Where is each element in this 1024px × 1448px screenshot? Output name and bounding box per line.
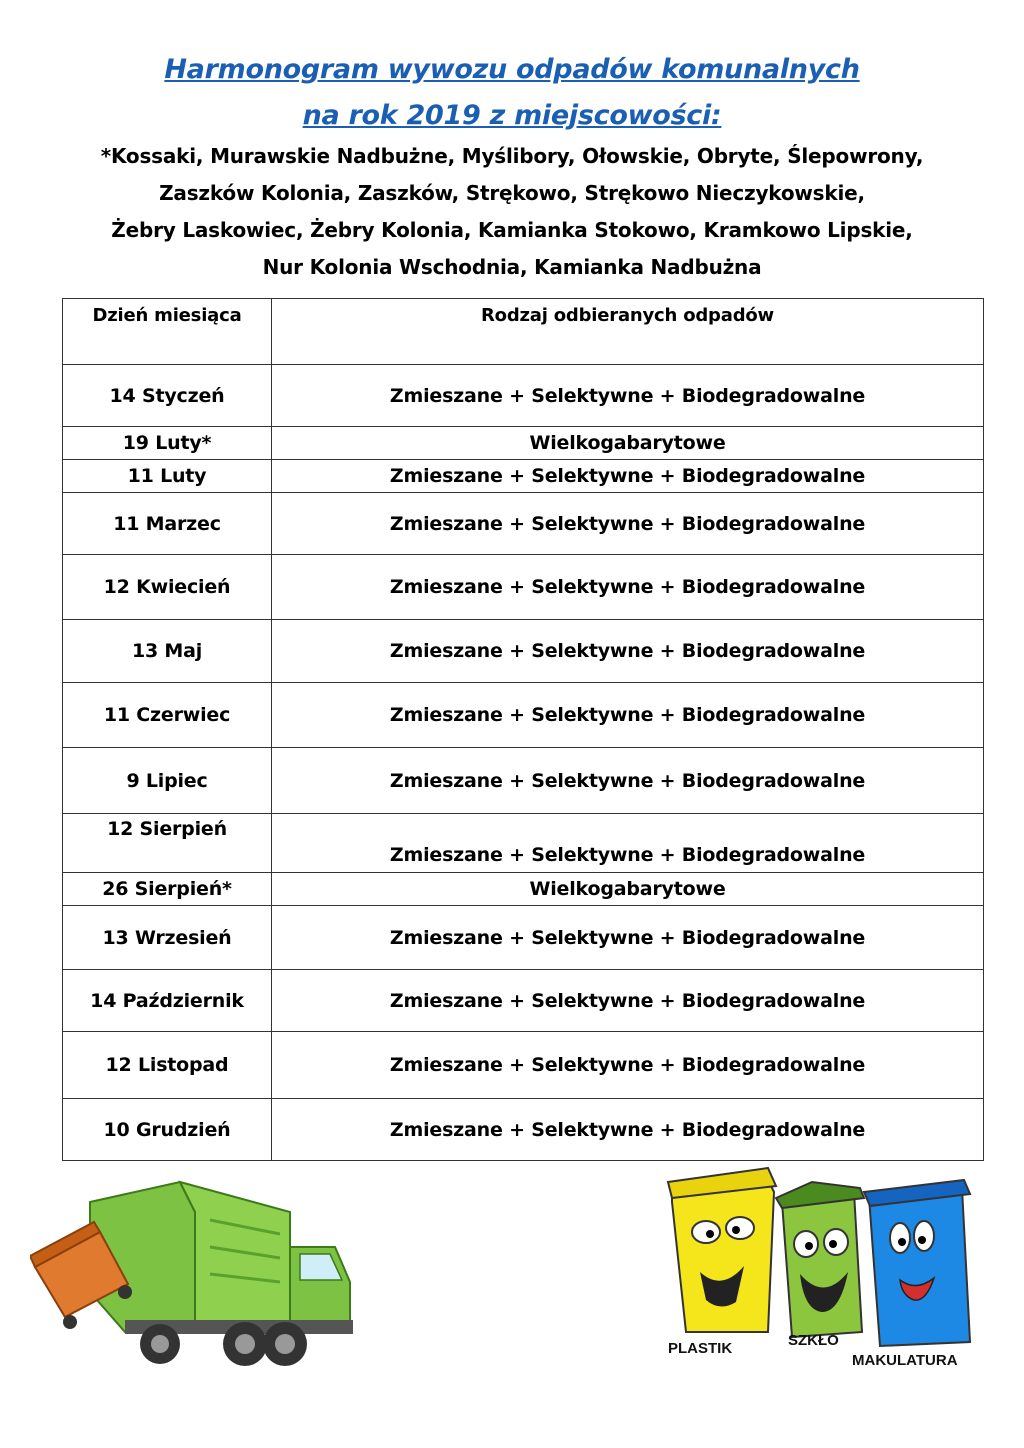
row-day: 11 Luty	[63, 460, 272, 493]
row-day: 10 Grudzień	[63, 1099, 272, 1161]
places-line-4: Nur Kolonia Wschodnia, Kamianka Nadbużna	[262, 255, 762, 279]
table-row	[63, 814, 984, 873]
row-day: 13 Maj	[63, 620, 272, 683]
row-day: 9 Lipiec	[63, 748, 272, 814]
row-day: 14 Październik	[63, 970, 272, 1032]
plastic-label: PLASTIK	[668, 1340, 733, 1357]
row-type: Zmieszane + Selektywne + Biodegradowalne	[272, 906, 984, 970]
title-line-1: Harmonogram wywozu odpadów komunalnych	[164, 54, 860, 85]
schedule-table	[62, 298, 984, 1161]
row-type: Zmieszane + Selektywne + Biodegradowalne	[272, 493, 984, 555]
table-header-row	[63, 299, 984, 365]
table-row	[63, 748, 984, 814]
row-day: 12 Sierpień	[63, 814, 272, 873]
row-type: Zmieszane + Selektywne + Biodegradowalne	[272, 555, 984, 620]
row-day: 11 Czerwiec	[63, 683, 272, 748]
table-row	[63, 555, 984, 620]
row-day: 19 Luty*	[63, 427, 272, 460]
row-type: Wielkogabarytowe	[272, 427, 984, 460]
plastic-bin-icon	[668, 1168, 776, 1332]
row-type: Zmieszane + Selektywne + Biodegradowalne	[272, 970, 984, 1032]
table-row	[63, 493, 984, 555]
glass-bin-icon	[776, 1182, 864, 1337]
row-day: 13 Wrzesień	[63, 906, 272, 970]
places-line-3: Żebry Laskowiec, Żebry Kolonia, Kamianka Stokowo, Kramkowo Lipskie,	[111, 218, 913, 242]
row-day: 14 Styczeń	[63, 365, 272, 427]
table-row	[63, 365, 984, 427]
row-type: Zmieszane + Selektywne + Biodegradowalne	[272, 365, 984, 427]
table-row	[63, 460, 984, 493]
header-day: Dzień miesiąca	[63, 299, 272, 365]
table-row	[63, 970, 984, 1032]
row-type: Zmieszane + Selektywne + Biodegradowalne	[272, 1099, 984, 1161]
row-type: Zmieszane + Selektywne + Biodegradowalne	[272, 683, 984, 748]
row-type: Zmieszane + Selektywne + Biodegradowalne	[272, 620, 984, 683]
row-type: Zmieszane + Selektywne + Biodegradowalne	[272, 1032, 984, 1099]
table-row	[63, 1099, 984, 1161]
glass-label: SZKŁO	[788, 1332, 839, 1349]
places-line-2: Zaszków Kolonia, Zaszków, Strękowo, Strękowo Nieczykowskie,	[159, 181, 865, 205]
row-day: 26 Sierpień*	[63, 873, 272, 906]
row-type: Zmieszane + Selektywne + Biodegradowalne	[272, 460, 984, 493]
table-row	[63, 1032, 984, 1099]
paper-bin-icon	[864, 1180, 970, 1346]
row-day: 11 Marzec	[63, 493, 272, 555]
title-line-2: na rok 2019 z miejscowości:	[302, 100, 722, 131]
row-day: 12 Kwiecień	[63, 555, 272, 620]
row-type: Zmieszane + Selektywne + Biodegradowalne	[272, 748, 984, 814]
row-type: Zmieszane + Selektywne + Biodegradowalne	[272, 814, 984, 873]
table-row	[63, 620, 984, 683]
table-row	[63, 683, 984, 748]
table-row	[63, 427, 984, 460]
paper-label: MAKULATURA	[852, 1352, 958, 1369]
header-type: Rodzaj odbieranych odpadów	[272, 299, 984, 365]
table-row	[63, 906, 984, 970]
row-type: Wielkogabarytowe	[272, 873, 984, 906]
garbage-truck-icon	[30, 1172, 360, 1387]
row-day: 12 Listopad	[63, 1032, 272, 1099]
table-row	[63, 873, 984, 906]
places-line-1: *Kossaki, Murawskie Nadbużne, Myślibory, Ołowskie, Obryte, Ślepowrony,	[100, 144, 924, 168]
